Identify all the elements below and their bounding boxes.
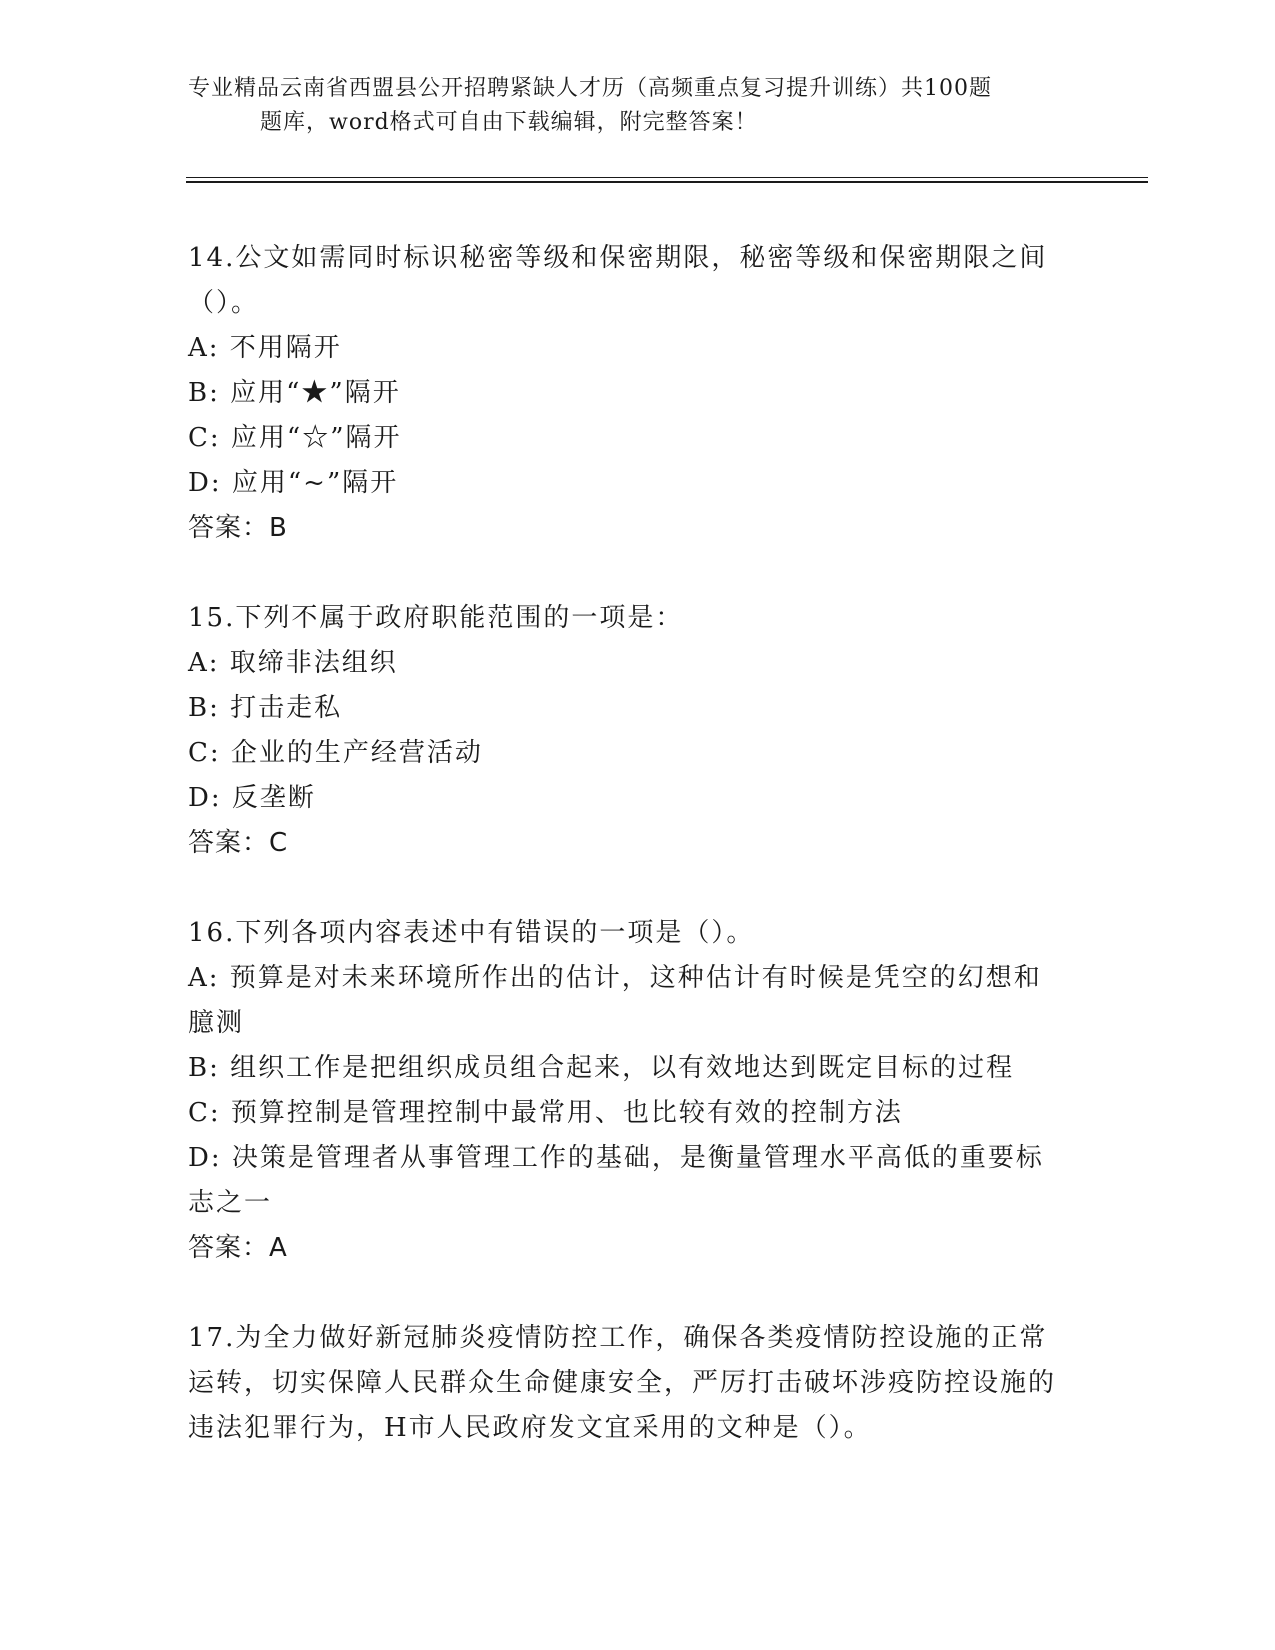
- question-17: [188, 1316, 1068, 1451]
- option-c: C: 企业的生产经营活动: [188, 738, 483, 768]
- option-a: A: 取缔非法组织: [188, 648, 398, 678]
- answer-line: 答案：B: [188, 513, 288, 543]
- header-divider-thin: [186, 177, 1148, 178]
- option-a: A: 不用隔开: [188, 333, 342, 363]
- option-b: B: 打击走私: [188, 693, 343, 723]
- question-stem: 17.为全力做好新冠肺炎疫情防控工作，确保各类疫情防控设施的正常运转，切实保障人民群众生命健康安全，严厉打击破坏涉疫防控设施的违法犯罪行为，H市人民政府发文宜采用的文种是（）。: [188, 1323, 1057, 1443]
- document-header: [188, 72, 1068, 140]
- question-stem: 16.下列各项内容表述中有错误的一项是（）。: [188, 918, 755, 948]
- option-a: A: 预算是对未来环境所作出的估计，这种估计有时候是凭空的幻想和臆测: [188, 963, 1042, 1038]
- question-14: [188, 236, 1068, 551]
- header-title-line-2: 题库，word格式可自由下载编辑，附完整答案！: [260, 110, 758, 135]
- question-stem: 14.公文如需同时标识秘密等级和保密期限，秘密等级和保密期限之间（）。: [188, 243, 1048, 318]
- answer-line: 答案：C: [188, 828, 289, 858]
- option-b: B: 组织工作是把组织成员组合起来，以有效地达到既定目标的过程: [188, 1053, 1015, 1083]
- option-d: D: 决策是管理者从事管理工作的基础，是衡量管理水平高低的重要标志之一: [188, 1143, 1044, 1218]
- option-c: C: 预算控制是管理控制中最常用、也比较有效的控制方法: [188, 1098, 903, 1128]
- question-stem: 15.下列不属于政府职能范围的一项是：: [188, 603, 684, 633]
- answer-line: 答案：A: [188, 1233, 288, 1263]
- option-b: B: 应用“★”隔开: [188, 378, 401, 408]
- option-c: C: 应用“☆”隔开: [188, 423, 402, 453]
- question-15: [188, 596, 1068, 866]
- question-list: [188, 236, 1068, 1496]
- header-title-line-1: 专业精品云南省西盟县公开招聘紧缺人才历（高频重点复习提升训练）共100题: [188, 76, 992, 101]
- option-d: D: 应用“~”隔开: [188, 468, 399, 498]
- option-d: D: 反垄断: [188, 783, 316, 813]
- question-16: [188, 911, 1068, 1271]
- header-divider-thick: [186, 181, 1148, 183]
